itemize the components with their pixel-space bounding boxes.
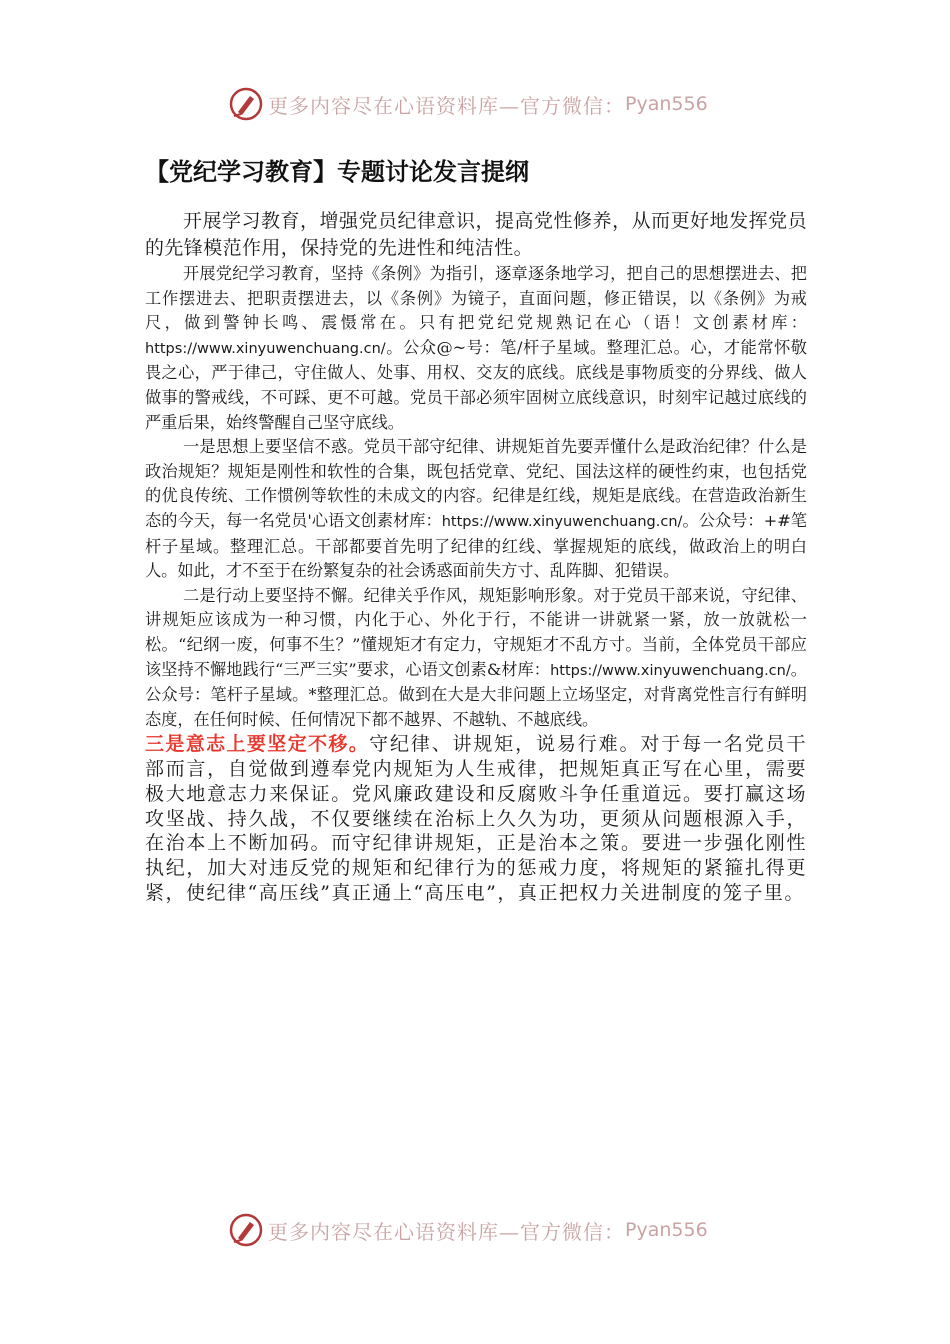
paragraph-2-text-a: 开展党纪学习教育，坚持《条例》为指引，逐章逐条地学习，把自己的思想摆进去、把工作摆进去、把职责摆进去，以《条例》为镜子，直面问题，修正错误，以《条例》为戒尺，做到警钟长鸣、震慑常在。只有把党纪党规熟记在心（语！文创素材库： [145, 264, 807, 333]
paragraph-5-text: 守纪律、讲规矩，说易行难。对于每一名党员干部而言，自觉做到遵奉党内规矩为人生戒律，把规矩真正写在心里，需要极大地意志力来保证。党风廉政建设和反腐败斗争任重道远。要打赢这场攻坚战、持久战，不仅要继续在治标上久久为功，更须从问题根源入手，在治本上不断加码。而守纪律讲规矩，正是治本之策。要进一步强化刚性执纪，加大对违反党的规矩和纪律行为的惩戒力度，将规矩的紧箍扎得更紧，使纪律“高压线”真正通上“高压电”，真正把权力关进制度的笼子里。 [145, 733, 807, 905]
paragraph-3-text-b: 。公众号：+#笔杆子星域。整理汇总。干部都要首先明了纪律的红线、掌握规矩的底线，做政治上的明白人。如此，才不至于在纷繁复杂的社会诱惑面前失方寸、乱阵脚、犯错误。 [145, 510, 807, 581]
paragraph-3-text-a: 一是思想上要坚信不惑。党员干部守纪律、讲规矩首先要弄懂什么是政治纪律？什么是政治规矩？规矩是刚性和软性的合集，既包括党章、党纪、国法这样的硬性约束，也包括党的优良传统、工作惯例等软性的未成文的内容。纪律是红线，规矩是底线。在营造政治新生态的今天，每一名党员'心语文创素材库： [145, 437, 807, 530]
header-banner [228, 84, 728, 124]
pen-logo-icon [228, 1212, 264, 1248]
paragraph-2 [145, 262, 807, 435]
paragraph-5 [145, 732, 807, 906]
pen-logo-icon [228, 86, 264, 122]
page-title: 【党纪学习教育】专题讨论发言提纲 [145, 158, 529, 186]
intro-paragraph: 开展学习教育，增强党员纪律意识，提高党性修养，从而更好地发挥党员的先锋模范作用，保持党的先进性和纯洁性。 [145, 210, 807, 259]
paragraph-3-url: https://www.xinyuwenchuang.cn/ [441, 513, 683, 530]
paragraph-4-text-a: 二是行动上要坚持不懈。纪律关乎作风，规矩影响形象。对于党员干部来说，守纪律、讲规矩应该成为一种习惯，内化于心、外化于行，不能讲一讲就紧一紧，放一放就松一松。“纪纲一废，何事不生？”懂规矩才有定力，守规矩才不乱方寸。当前，全体党员干部应该坚持不懈地践行“三严三实”要求，心语文创素&材库： [145, 585, 807, 679]
document-body [145, 208, 807, 906]
paragraph-2-url: https://www.xinyuwenchuang.cn/ [145, 340, 386, 357]
paragraph-4 [145, 584, 807, 733]
paragraph-5-lead: 三是意志上要坚定不移。 [145, 733, 370, 756]
paragraph-2-text-b: 。公众@~号：笔/杆子星域。整理汇总。心，才能常怀敬畏之心，严于律己，守住做人、处事、用权、交友的底线。底线是事物质变的分界线、做人做事的警戒线，不可踩、更不可越。党员干部必须牢固树立底线意识，时刻牢记越过底线的严重后果，始终警醒自己坚守底线。 [145, 337, 807, 432]
paragraph-3 [145, 435, 807, 584]
banner-wechat-id: Pyan556 [625, 93, 708, 115]
banner-text: 更多内容尽在心语资料库—官方微信： [268, 93, 625, 118]
banner-wechat-id: Pyan556 [625, 1219, 708, 1241]
footer-banner [228, 1210, 728, 1250]
paragraph-4-text-b: 。公众号：笔杆子星域。*整理汇总。做到在大是大非问题上立场坚定，对背离党性言行有鲜明态度，在任何时候、任何情况下都不越界、不越轨、不越底线。 [145, 659, 807, 729]
paragraph-4-url: https://www.xinyuwenchuang.cn/ [550, 662, 791, 679]
banner-text: 更多内容尽在心语资料库—官方微信： [268, 1219, 625, 1244]
